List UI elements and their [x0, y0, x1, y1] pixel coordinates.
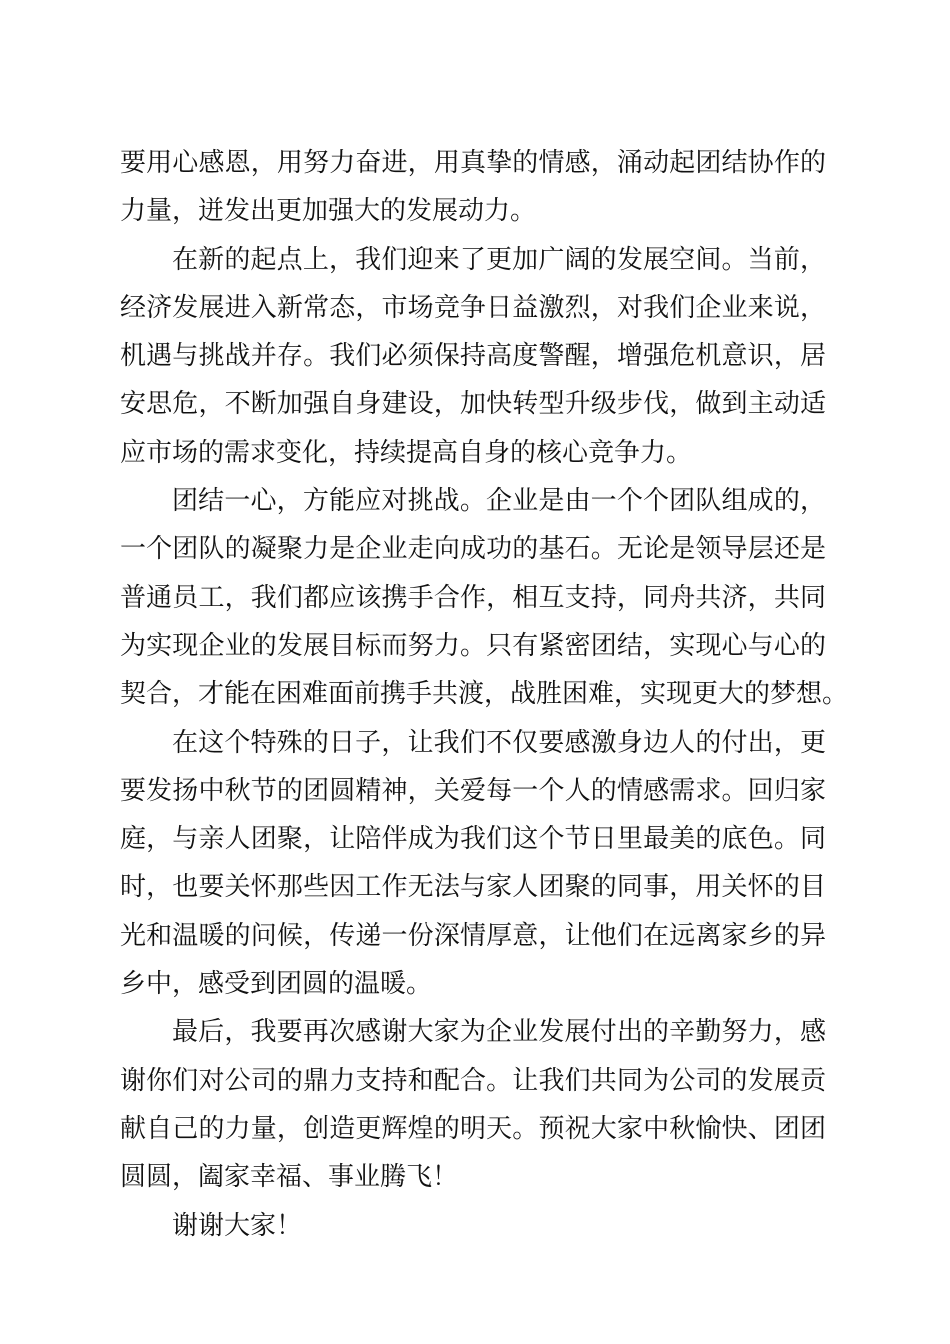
text-line: 献自己的力量，创造更辉煌的明天。预祝大家中秋愉快、团团: [120, 1113, 826, 1144]
text-line: 安思危，不断加强自身建设，加快转型升级步伐，做到主动适: [120, 389, 826, 420]
text-line: 一个团队的凝聚力是企业走向成功的基石。无论是领导层还是: [120, 534, 826, 565]
text-line: 谢你们对公司的鼎力支持和配合。让我们共同为公司的发展贡: [120, 1065, 826, 1096]
text-line: 经济发展进入新常态，市场竞争日益激烈，对我们企业来说，: [120, 292, 826, 323]
paragraph-2: [120, 236, 826, 477]
text-line: 团结一心，方能应对挑战。企业是由一个个团队组成的，: [172, 486, 826, 517]
paragraph-3: [120, 477, 849, 718]
text-line: 在这个特殊的日子，让我们不仅要感激身边人的付出，更: [172, 727, 826, 758]
paragraph-4: [120, 719, 826, 1009]
text-line: 谢谢大家！: [172, 1210, 303, 1241]
text-line: 要用心感恩，用努力奋进，用真挚的情感，涌动起团结协作的: [120, 148, 826, 178]
text-line: 普通员工，我们都应该携手合作，相互支持，同舟共济，共同: [120, 582, 826, 613]
text-line: 契合，才能在困难面前携手共渡，战胜困难，实现更大的梦想。: [120, 679, 849, 710]
text-line: 时，也要关怀那些因工作无法与家人团聚的同事，用关怀的目: [120, 872, 826, 903]
text-line: 在新的起点上，我们迎来了更加广阔的发展空间。当前，: [172, 244, 826, 275]
document-page: [120, 139, 849, 1250]
text-line: 最后，我要再次感谢大家为企业发展付出的辛勤努力，感: [172, 1017, 826, 1048]
text-line: 要发扬中秋节的团圆精神，关爱每一个人的情感需求。回归家: [120, 775, 826, 806]
text-line: 圆圆，阖家幸福、事业腾飞！: [120, 1162, 459, 1193]
text-line: 力量，迸发出更加强大的发展动力。: [120, 196, 537, 227]
text-line: 为实现企业的发展目标而努力。只有紧密团结，实现心与心的: [120, 630, 826, 661]
paragraph-5: [120, 1008, 826, 1201]
text-line: 乡中，感受到团圆的温暖。: [120, 969, 433, 1000]
text-line: 应市场的需求变化，持续提高自身的核心竞争力。: [120, 437, 693, 468]
text-line: 光和温暖的问候，传递一份深情厚意，让他们在远离家乡的异: [120, 920, 826, 951]
text-line: 机遇与挑战并存。我们必须保持高度警醒，增强危机意识，居: [120, 341, 826, 372]
paragraph-6: [120, 1202, 826, 1250]
paragraph-1: [120, 139, 826, 236]
text-line: 庭，与亲人团聚，让陪伴成为我们这个节日里最美的底色。同: [120, 824, 826, 855]
